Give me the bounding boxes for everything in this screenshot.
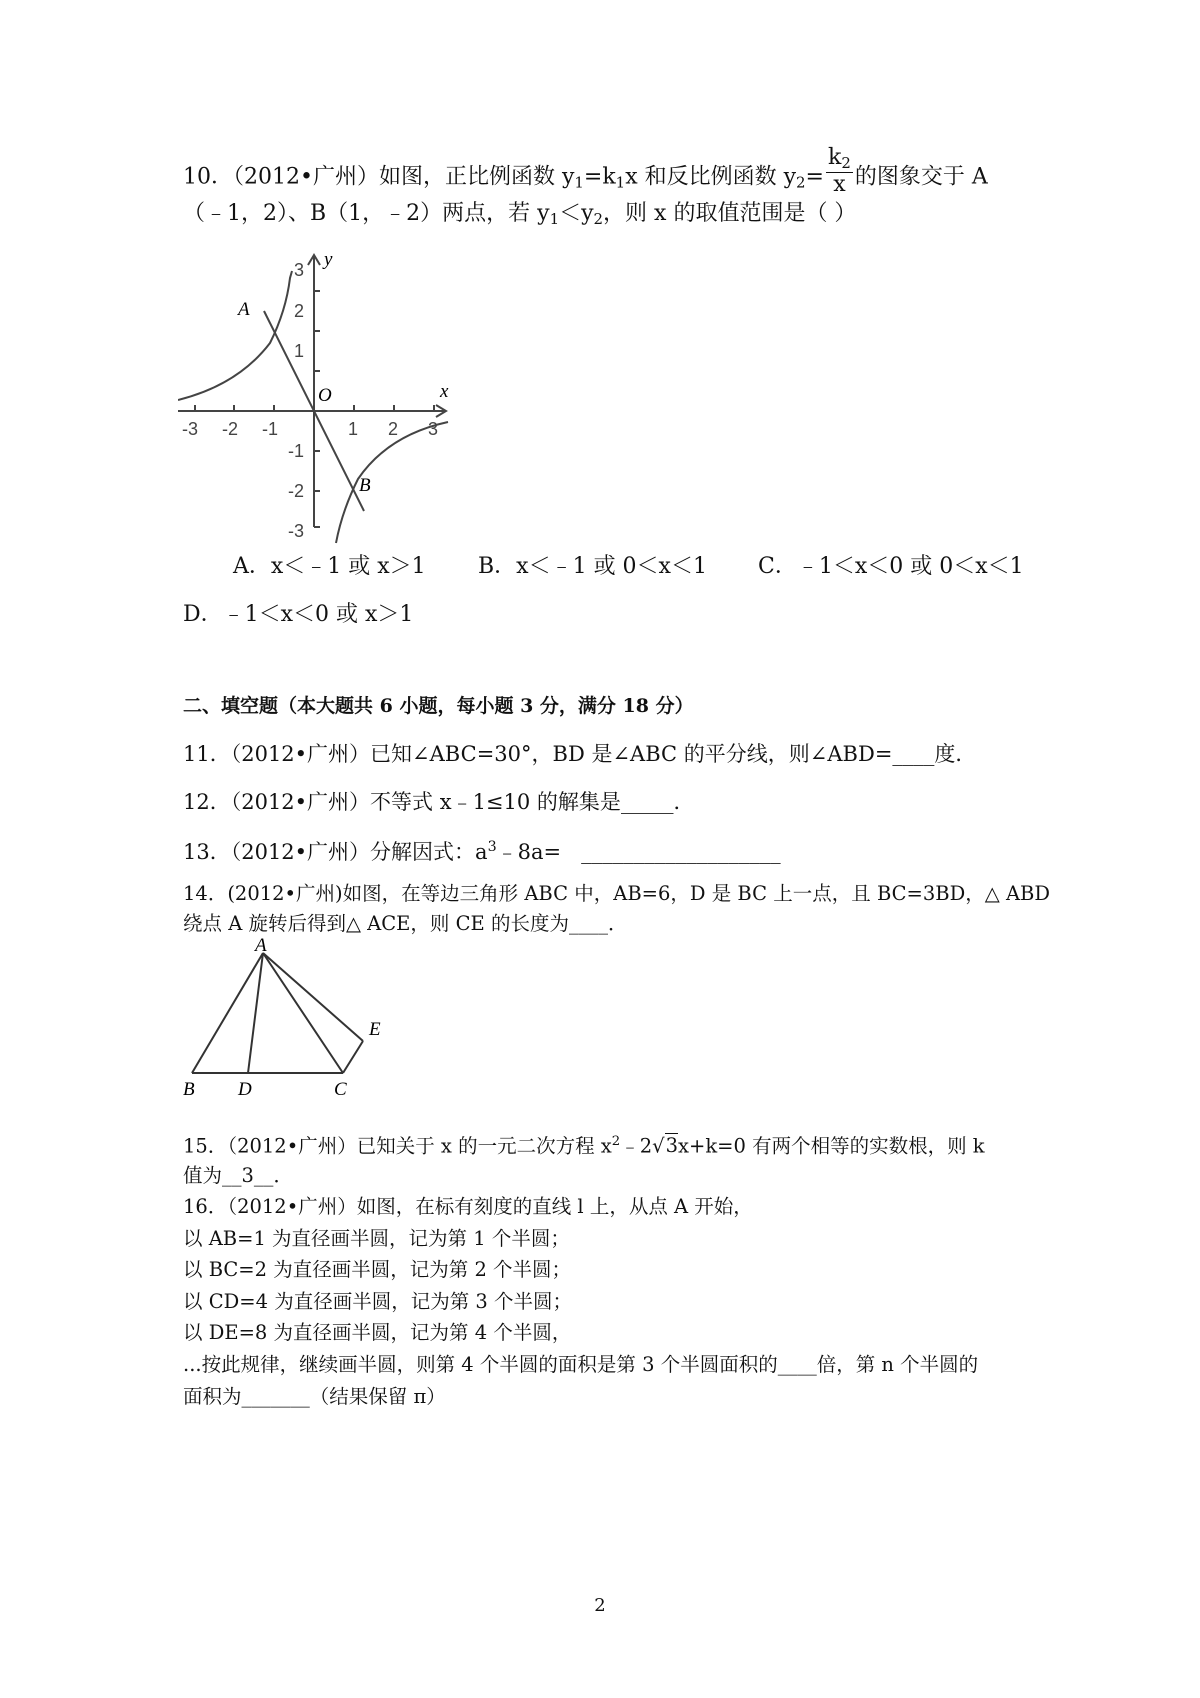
q16-blank: _______: [241, 1385, 310, 1408]
origin-label: O: [318, 385, 332, 406]
x-tick-label: 2: [388, 419, 399, 439]
q10-option-b: B．x＜﹣1 或 0＜x＜1: [478, 554, 707, 579]
x-tick-label: 1: [348, 419, 359, 439]
q15-text: ﹣2: [620, 1134, 653, 1158]
q16-line2: 以 AB=1 为直径画半圆，记为第 1 个半圆；: [183, 1227, 570, 1250]
q16-text: （结果保留 π）: [309, 1385, 446, 1408]
q11-text: 11．（2012•广州）已知∠ABC=30°，BD 是∠ABC 的平分线，则∠ABD=: [183, 742, 893, 766]
q15-text: ．: [273, 1164, 293, 1187]
q14-line1: 14．(2012•广州)如图，在等边三角形 ABC 中，AB=6，D 是 BC 上一点，且 BC=3BD，△ ABD: [183, 882, 1051, 905]
q13-text: 13．（2012•广州）分解因式：a: [183, 839, 488, 864]
y-tick-label: -1: [288, 441, 305, 461]
q14-line2: [183, 914, 627, 934]
q16-blank: ____: [777, 1353, 817, 1376]
y-tick-label: -3: [288, 521, 305, 541]
q16-line4: 以 CD=4 为直径画半圆，记为第 3 个半圆；: [183, 1290, 573, 1313]
q13-blank: ___________________: [581, 839, 781, 864]
q10-text: =: [805, 164, 824, 190]
q16-text: 面积为: [183, 1385, 242, 1408]
q13: [183, 840, 781, 863]
y-tick-label: 2: [294, 301, 305, 321]
fraction-k2-over-x: [826, 146, 853, 197]
q10-option-a: A．x＜﹣1 或 x＞1: [233, 554, 426, 579]
q15-line1: [183, 1135, 985, 1156]
q14-text: ．: [607, 912, 628, 935]
q10-sub: 2: [593, 210, 604, 229]
q10-sub: 1: [615, 173, 626, 192]
point-a-label: A: [238, 299, 250, 320]
section-heading: 二、填空题（本大题共 6 小题，每小题 3 分，满分 18 分）: [183, 695, 694, 717]
q10-text: （﹣1，2）、B（1，﹣2）两点，若 y: [183, 201, 550, 226]
q10-text: ＜y: [559, 201, 594, 226]
vertex-d-label: D: [238, 1079, 252, 1100]
page-number: 2: [594, 1595, 606, 1616]
q10-line1: [183, 145, 988, 203]
q13-sup: 3: [487, 839, 497, 855]
inverse-function-branch-left: [178, 271, 292, 400]
q16-line5: 以 DE=8 为直径画半圆，记为第 4 个半圆，: [183, 1321, 572, 1344]
q16-line1: 16．（2012•广州）如图，在标有刻度的直线 l 上，从点 A 开始，: [183, 1195, 753, 1218]
y-axis-label: y: [324, 249, 333, 270]
q10-text: 的图象交于 A: [854, 164, 988, 190]
q16-line6: [183, 1355, 978, 1375]
q11-blank: ____: [892, 742, 935, 766]
q10-text: 10．（2012•广州）如图，正比例函数 y: [183, 164, 575, 190]
q15-text: 值为: [183, 1164, 223, 1187]
q10-sub: 1: [549, 210, 560, 229]
x-tick-label: -1: [262, 419, 279, 439]
vertex-a-label: A: [255, 935, 267, 956]
point-b-label: B: [359, 475, 371, 496]
q10-option-c: C．﹣1＜x＜0 或 0＜x＜1: [758, 554, 1024, 579]
q12-blank: _____: [620, 790, 674, 814]
x-tick-label: -3: [182, 419, 199, 439]
q11-text: 度．: [934, 742, 977, 766]
vertex-e-label: E: [369, 1019, 381, 1040]
q15-line2: [183, 1166, 293, 1186]
q16-text: 倍，第 n 个半圆的: [816, 1353, 979, 1376]
q14-text: 绕点 A 旋转后得到△ ACE，则 CE 的长度为: [183, 912, 569, 935]
vertex-c-label: C: [334, 1079, 347, 1100]
q14-triangle-figure: [180, 935, 400, 1100]
q13-text: ﹣8a=: [496, 839, 562, 864]
q15-answer: __3__: [222, 1164, 274, 1187]
q10-option-d: D．﹣1＜x＜0 或 x＞1: [183, 602, 414, 627]
y-tick-label: 3: [294, 260, 305, 280]
x-axis-label: x: [440, 381, 449, 402]
q12-text: 12．（2012•广州）不等式 x﹣1≤10 的解集是: [183, 790, 621, 814]
frac-numerator-sub: 2: [841, 154, 851, 173]
q10-text: =k: [583, 164, 616, 190]
inverse-function-branch-right: [336, 422, 448, 543]
q10-sub: 2: [796, 173, 806, 192]
sqrt-icon: √: [652, 1134, 665, 1158]
q10-text: x 和反比例函数 y: [625, 164, 797, 190]
x-tick-label: 3: [428, 419, 439, 439]
q15-sup: 2: [611, 1134, 621, 1149]
frac-numerator: k: [827, 145, 842, 170]
q15-text: x+k=0 有两个相等的实数根，则 k: [678, 1134, 985, 1158]
vertex-b-label: B: [183, 1079, 195, 1100]
q11: [183, 744, 976, 765]
q12: [183, 792, 694, 813]
y-tick-label: 1: [294, 341, 305, 361]
y-tick-label: -2: [288, 481, 305, 501]
q14-blank: ____: [568, 912, 608, 935]
q10-function-graph: [178, 245, 468, 545]
q15-radicand: 3: [665, 1134, 678, 1158]
q15-text: 15．（2012•广州）已知关于 x 的一元二次方程 x: [183, 1134, 612, 1158]
q16-line7: [183, 1387, 446, 1407]
q16-line3: 以 BC=2 为直径画半圆，记为第 2 个半圆；: [183, 1258, 572, 1281]
q10-line2: [183, 203, 856, 227]
q12-text: ．: [673, 790, 695, 814]
q10-text: ，则 x 的取值范围是（ ）: [603, 201, 857, 226]
frac-denominator: x: [833, 171, 846, 197]
q16-text: ...按此规律，继续画半圆，则第 4 个半圆的面积是第 3 个半圆面积的: [183, 1353, 778, 1376]
q10-sub: 1: [574, 173, 584, 192]
x-tick-label: -2: [222, 419, 239, 439]
